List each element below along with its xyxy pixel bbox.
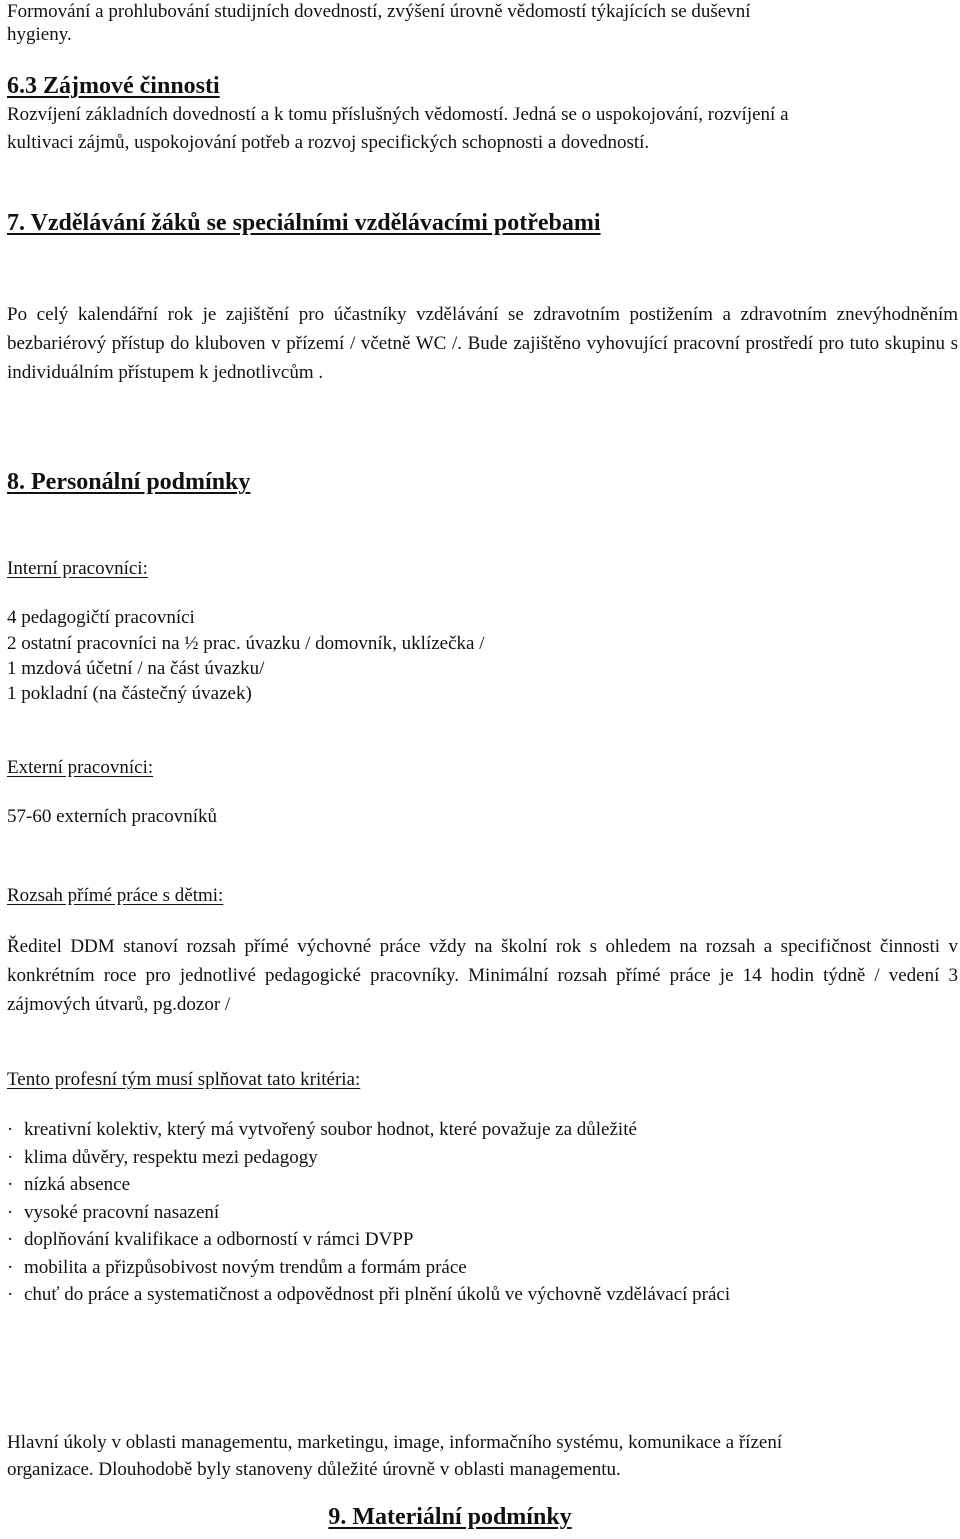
criteria-text: klima důvěry, respektu mezi pedagogy xyxy=(24,1146,318,1168)
intro-line-2: hygieny. xyxy=(7,24,72,45)
section-6-3-heading: 6.3 Zájmové činnosti xyxy=(7,73,220,99)
intro-line-1: Formování a prohlubování studijních dovedností, zvýšení úrovně vědomostí týkajících se duševní xyxy=(7,1,751,22)
management-line-1: Hlavní úkoly v oblasti managementu, marketingu, image, informačního systému, komunikace a řízení xyxy=(7,1432,783,1453)
criteria-text: vysoké pracovní nasazení xyxy=(24,1201,220,1223)
section-7-paragraph: Po celý kalendářní rok je zajištění pro účastníky vzdělávání se zdravotním postižením a zdravotním znevýhodněním bezbariérový přístup do kluboven v přízemí / včetně WC /. Bude zajištěno vyhovující pracovní prostředí pro tuto skupinu s individuálním přístupem k jednotlivcům . xyxy=(7,304,958,383)
external-staff-value: 57-60 externích pracovníků xyxy=(7,806,217,827)
list-item xyxy=(7,1117,730,1145)
list-item xyxy=(7,1200,730,1228)
section-8-heading: 8. Personální podmínky xyxy=(7,469,251,495)
section-9-heading: 9. Materiální podmínky xyxy=(328,1504,572,1530)
bullet-icon: · xyxy=(7,1146,14,1168)
section-6-3-line-2: kultivaci zájmů, uspokojování potřeb a rozvoj specifických schopnosti a dovedností. xyxy=(7,132,650,153)
criteria-text: kreativní kolektiv, který má vytvořený soubor hodnot, které považuje za důležité xyxy=(24,1119,637,1140)
criteria-text: chuť do práce a systematičnost a odpovědnost při plnění úkolů ve výchovně vzdělávací práci xyxy=(24,1284,731,1305)
bullet-icon: · xyxy=(7,1256,14,1278)
internal-staff-label: Interní pracovníci: xyxy=(7,558,148,579)
team-criteria-list xyxy=(7,1117,730,1310)
bullet-icon: · xyxy=(7,1284,14,1305)
bullet-icon: · xyxy=(7,1119,14,1140)
section-6-3-line-1: Rozvíjení základních dovedností a k tomu příslušných vědomostí. Jedná se o uspokojování, rozvíjení a xyxy=(7,104,789,125)
list-item xyxy=(7,1282,730,1310)
internal-staff-item-1: 4 pedagogičtí pracovníci xyxy=(7,607,195,628)
criteria-text: mobilita a přizpůsobivost novým trendům a formám práce xyxy=(24,1256,467,1278)
direct-work-scope-paragraph: Ředitel DDM stanoví rozsah přímé výchovné práce vždy na školní rok s ohledem na rozsah a specifičnost činnosti v konkrétním roce pro jednotlivé pedagogické pracovníky. Minimální rozsah přímé práce je 14 hodin týdně / vedení 3 zájmových útvarů, pg.dozor / xyxy=(7,936,958,1015)
criteria-text: nízká absence xyxy=(24,1174,131,1195)
list-item xyxy=(7,1172,730,1200)
list-item xyxy=(7,1255,730,1283)
internal-staff-item-4: 1 pokladní (na částečný úvazek) xyxy=(7,683,252,704)
management-line-2: organizace. Dlouhodobě byly stanoveny důležité úrovně v oblasti managementu. xyxy=(7,1459,621,1480)
list-item xyxy=(7,1227,730,1255)
bullet-icon: · xyxy=(7,1201,14,1223)
criteria-text: doplňování kvalifikace a odborností v rámci DVPP xyxy=(24,1229,414,1250)
internal-staff-item-2: 2 ostatní pracovníci na ½ prac. úvazku / domovník, uklízečka / xyxy=(7,633,485,654)
section-7-heading: 7. Vzdělávání žáků se speciálními vzdělávacími potřebami xyxy=(7,210,601,236)
internal-staff-item-3: 1 mzdová účetní / na část úvazku/ xyxy=(7,658,265,679)
direct-work-scope-label: Rozsah přímé práce s dětmi: xyxy=(7,885,224,906)
bullet-icon: · xyxy=(7,1229,14,1250)
bullet-icon: · xyxy=(7,1174,14,1195)
team-criteria-label: Tento profesní tým musí splňovat tato kritéria: xyxy=(7,1069,361,1090)
external-staff-label: Externí pracovníci: xyxy=(7,757,154,778)
list-item xyxy=(7,1145,730,1173)
